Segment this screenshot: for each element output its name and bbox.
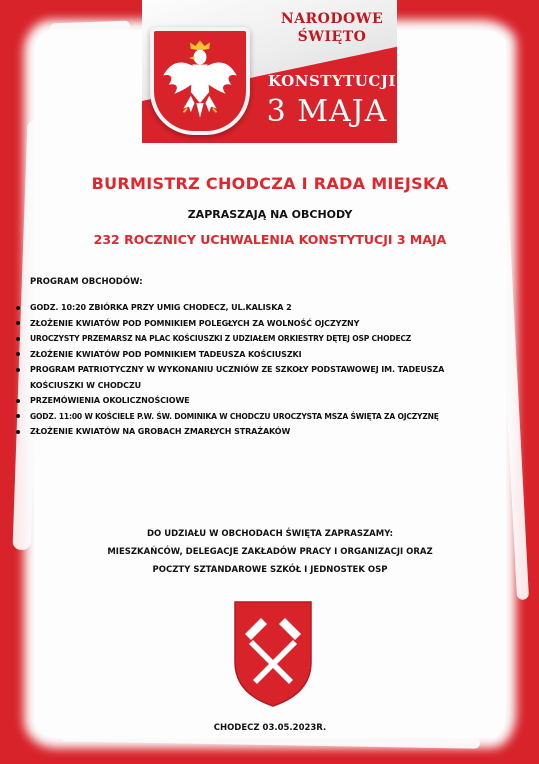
list-item: GODZ. 11:00 W KOŚCIELE P.W. ŚW. DOMINIKA W CHODCZU UROCZYSTA MSZA ŚWIĘTA ZA OJCZYZNĘ	[16, 409, 521, 425]
bullet-icon	[16, 352, 20, 356]
banner-line-narodowe: NARODOWE	[280, 11, 384, 27]
bullet-icon	[16, 368, 20, 372]
bullet-icon	[16, 399, 20, 403]
poster-title: BURMISTRZ CHODCZA I RADA MIEJSKA	[91, 174, 449, 193]
eagle-icon	[154, 31, 246, 131]
closing-invitation	[40, 525, 500, 579]
anniversary-line: 232 ROCZNICY UCHWALENIA KONSTYTUCJI 3 MAJA	[93, 232, 447, 247]
list-item: PRZEMÓWIENIA OKOLICZNOŚCIOWE	[16, 393, 521, 409]
closing-line-3: POCZTY SZTANDAROWE SZKÓŁ I JEDNOSTEK OSP	[152, 565, 388, 575]
chodecz-coat-of-arms	[233, 600, 313, 708]
program-label: PROGRAM OBCHODÓW:	[30, 277, 143, 287]
bullet-icon	[16, 337, 20, 341]
list-item: PROGRAM PATRIOTYCZNY W WYKONANIU UCZNIÓW ZE SZKOŁY PODSTAWOWEJ IM. TADEUSZA KOŚCIUSZKI W CHODCZU	[16, 362, 486, 393]
list-item: ZŁOŻENIE KWIATÓW NA GROBACH ZMARŁYCH STRAŻAKÓW	[16, 424, 521, 440]
list-item: UROCZYSTY PRZEMARSZ NA PLAC KOŚCIUSZKI Z UDZIAŁEM ORKIESTRY DĘTEJ OSP CHODECZ	[16, 331, 521, 347]
bullet-icon	[16, 430, 20, 434]
closing-line-1: DO UDZIAŁU W OBCHODACH ŚWIĘTA ZAPRASZAMY:	[146, 529, 394, 539]
footer-date: CHODECZ 03.05.2023R.	[213, 723, 327, 733]
banner-line-swieto: ŚWIĘTO	[297, 29, 367, 45]
hammers-shield-icon	[233, 600, 313, 708]
banner-line-3-maja: 3 MAJA	[266, 94, 388, 129]
list-item: ZŁOŻENIE KWIATÓW POD POMNIKIEM POLEGŁYCH ZA WOLNOŚĆ OJCZYZNY	[16, 316, 521, 332]
invite-line: ZAPRASZAJĄ NA OBCHODY	[187, 208, 353, 221]
list-item: GODZ. 10:20 ZBIÓRKA PRZY UMIG CHODECZ, UL.KALISKA 2	[16, 300, 521, 316]
white-eagle-emblem	[150, 27, 250, 135]
holiday-banner	[142, 0, 397, 143]
bullet-icon	[16, 414, 20, 418]
banner-line-konstytucji: KONSTYTUCJI	[268, 72, 396, 90]
bullet-icon	[16, 306, 20, 310]
banner-title-top	[267, 10, 397, 46]
program-list	[16, 300, 521, 440]
bullet-icon	[16, 321, 20, 325]
closing-line-2: MIESZKAŃCÓW, DELEGACJE ZAKŁADÓW PRACY I ORGANIZACJI ORAZ	[107, 547, 433, 557]
list-item: ZŁOŻENIE KWIATÓW POD POMNIKIEM TADEUSZA KOŚCIUSZKI	[16, 347, 521, 363]
